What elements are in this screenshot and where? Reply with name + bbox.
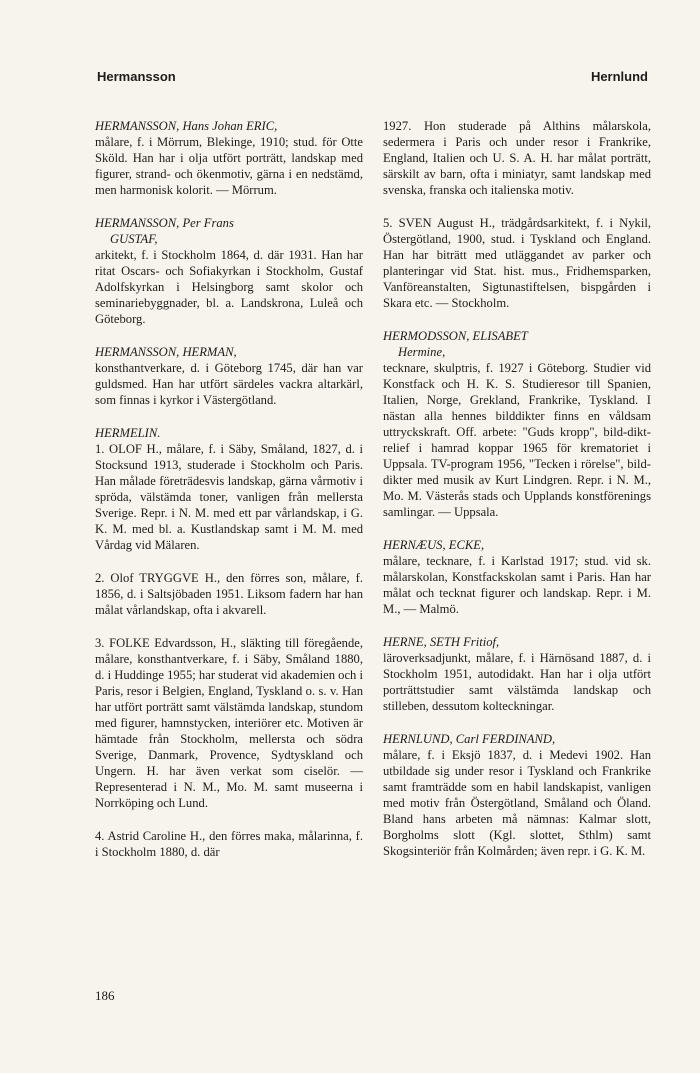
entry-text: 1. OLOF H., målare, f. i Säby, Småland, 1827, d. i Stocksund 1913, studerade i Stockholm och Paris. Han målade företrädesvis landskap, gärna vårmotiv i spröda, välstämda toner, vanligen från mellersta Sverige. Repr. i N. M. med ett par vårlandskap, i G. K. M. med bl. a. Kustlandskap samt i M. M. med Vårdag vid Mälaren. — [95, 442, 363, 552]
entry — [383, 328, 651, 520]
entry-text: 4. Astrid Caroline H., den förres maka, målarinna, f. i Stockholm 1880, d. där — [95, 829, 363, 859]
entry-text: målare, f. i Eksjö 1837, d. i Medevi 1902. Han utbildade sig under resor i Tyskland och Frankrike samt framträdde som en habil landskapist, vanligen med motiv från Östergötland, Småland och Öland. Bland hans arbeten må nämnas: Kalmar slott, Borgholms slott (Kgl. slottet, Sthlm) samt Skogsinteriör från Kolmården; även repr. i G. K. M. — [383, 748, 651, 858]
entry-heading: HERNÆUS, ECKE, — [383, 538, 485, 552]
entry — [95, 118, 363, 198]
entry-heading: HERMANSSON, Per Frans — [95, 216, 234, 230]
running-head-left: Hermansson — [97, 69, 176, 84]
entry — [383, 215, 651, 311]
running-head-right: Hernlund — [590, 69, 648, 84]
entry — [95, 570, 363, 618]
entry-heading: HERMANSSON, HERMAN, — [95, 345, 237, 359]
entry — [383, 118, 651, 198]
entry-text: arkitekt, f. i Stockholm 1864, d. där 1931. Han har ritat Oscars- och Sofiakyrkan i Stockholm, Gustaf Adolfskyrkan i Helsingborg samt skolor och seminariebyggnader, bl. a. Landskrona, Luleå och Göteborg. — [95, 248, 363, 326]
entry — [95, 635, 363, 811]
entry-text: läroverksadjunkt, målare, f. i Härnösand 1887, d. i Stockholm 1951, autodidakt. Han har i olja utfört porträttstudier samt välstämda landskap och stilleben, dessutom kolteckningar. — [383, 651, 651, 713]
entry-text: tecknare, skulptris, f. 1927 i Göteborg. Studier vid Konstfack och H. K. S. Studieresor till Spanien, Italien, Norge, Grekland, Frankrike, Tyskland. I nästan alla hennes bilddikter finns en våldsam uttryckskraft. Off. arbete: "Guds kropp", bild-dikt-relief i hamrad koppar 1965 för krematoriet i Uppsala. TV-program 1956, "Tecken i rörelse", bild-dikter med musik av Kurt Lindgren. Repr. i N. M., Mo. M. Västerås stads och Upplands konstförenings samlingar. — Uppsala. — [383, 361, 651, 519]
entry-heading-continuation: GUSTAF, — [110, 232, 158, 246]
entry-text: 2. Olof TRYGGVE H., den förres son, målare, f. 1856, d. i Saltsjöbaden 1951. Liksom fadern har han målat vårlandskap, ofta i akvarell. — [95, 571, 363, 617]
left-column — [95, 118, 363, 877]
entry-text: 3. FOLKE Edvardsson, H., släkting till föregående, målare, konsthantverkare, f. i Säby, Småland 1880, d. i Huddinge 1955; har studerat vid akademien och i Paris, resor i Belgien, England, Tyskland o. s. v. Han har utfört porträtt samt välstämda landskap, stundom med figurer, hamnstycken, interiörer etc. Motiven är hämtade från Stockholm, mellersta och södra Sverige, Danmark, Provence, Sydtyskland och Ungern. H. har även verkat som ciselör. — Representerad i N. M., Mo. M. samt museerna i Norrköping och Lund. — [95, 636, 363, 810]
entry — [95, 344, 363, 408]
entry-text: målare, tecknare, f. i Karlstad 1917; stud. vid sk. målarskolan, Konstfackskolan samt i Paris. Han har målat och tecknat figurer och landskap. Repr. i M. M., — Malmö. — [383, 554, 651, 616]
page-number: 186 — [95, 988, 115, 1003]
entry-heading-continuation: Hermine, — [398, 345, 446, 359]
entry-heading: HERMODSSON, ELISABET — [383, 329, 528, 343]
entry-text: målare, f. i Mörrum, Blekinge, 1910; stud. för Otte Sköld. Han har i olja utfört porträtt, landskap med figurer, strand- och ökenmotiv, gärna i en nedstämd, men harmonisk kolorit. — Mörrum. — [95, 135, 363, 197]
entry-text: konsthantverkare, d. i Göteborg 1745, där han var guldsmed. Han har utfört särdeles vackra altarkärl, som finnas i kyrkor i Västergötland. — [95, 361, 363, 407]
entry — [383, 731, 651, 859]
entry — [383, 537, 651, 617]
right-column — [383, 118, 651, 876]
entry — [95, 828, 363, 860]
entry — [95, 215, 363, 327]
entry-heading: HERMANSSON, Hans Johan ERIC, — [95, 119, 278, 133]
entry-heading: HERMELIN. — [95, 426, 161, 440]
entry-text: 5. SVEN August H., trädgårdsarkitekt, f. i Nykil, Östergötland, 1900, stud. i Tyskland och England. Han har biträtt med utläggandet av parker och planteringar vid Stat. hist. mus., Fridhemsparken, Vanföreanstalten, Sigtunastiftelsen, bispgården i Skara etc. — Stockholm. — [383, 216, 651, 310]
entry — [383, 634, 651, 714]
entry-text: 1927. Hon studerade på Althins målarskola, sedermera i Paris och under resor i Frankrike, England, Italien och U. S. A. H. har målat porträtt, särskilt av barn, ofta i miniatyr, samt landskap med svenska, franska och italienska motiv. — [383, 119, 651, 197]
entry — [95, 425, 363, 553]
entry-heading: HERNLUND, Carl FERDINAND, — [383, 732, 556, 746]
entry-heading: HERNE, SETH Fritiof, — [383, 635, 500, 649]
